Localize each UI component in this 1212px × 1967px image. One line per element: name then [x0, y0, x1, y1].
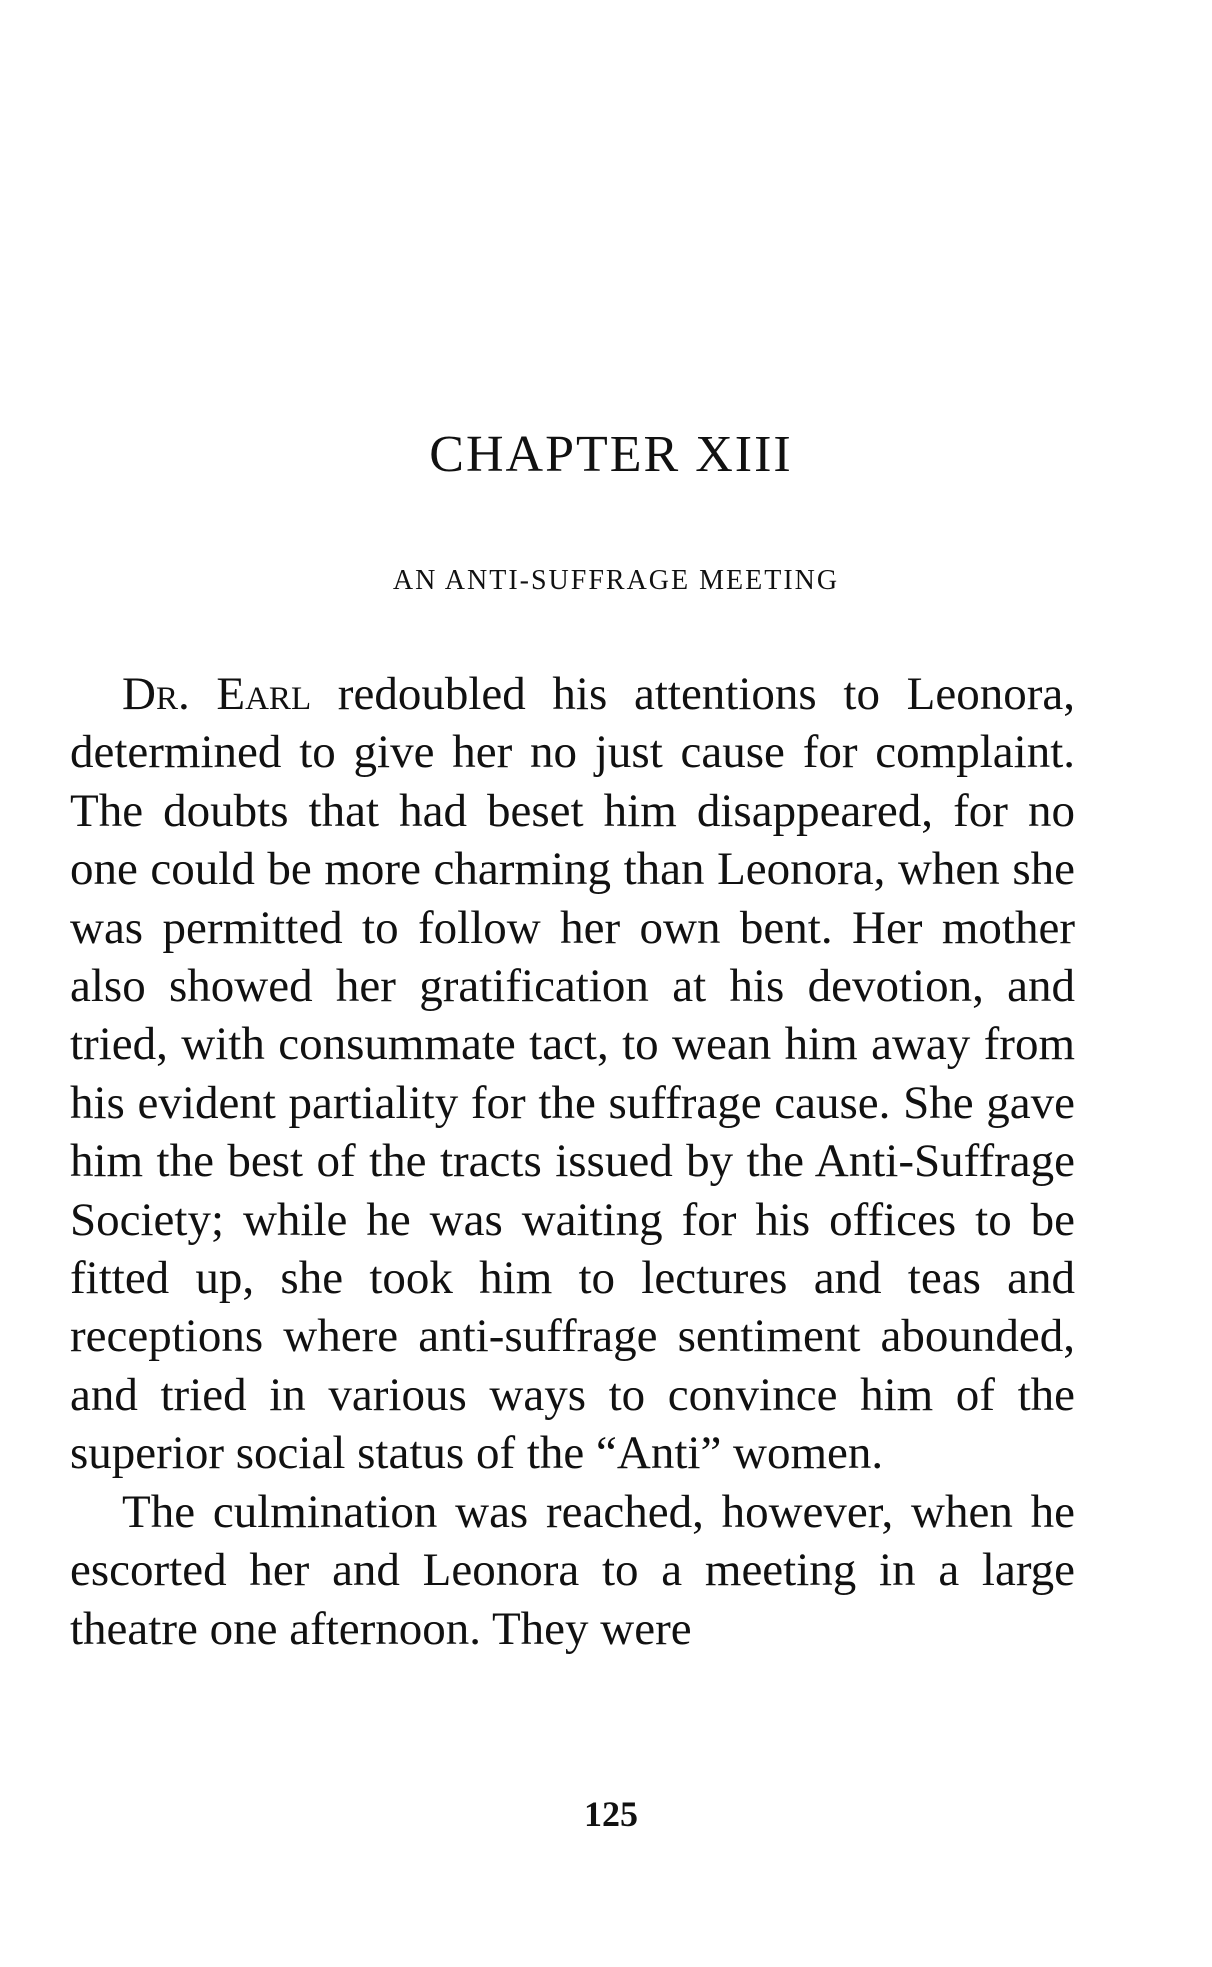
body-text	[70, 665, 1075, 1658]
page-number: 125	[584, 1794, 638, 1834]
paragraph-1	[70, 665, 1075, 1483]
chapter-subtitle: AN ANTI-SUFFRAGE MEETING	[392, 565, 840, 596]
paragraph-1-text: redoubled his attentions to Leonora, determined to give her no just cause for complaint. The doubts that had beset him disappeared, for no one could be more charming than Leonora, when she was permitted to follow her own bent. Her mother also showed her gratification at his devotion, and tried, with consummate tact, to wean him away from his evident partiality for the suffrage cause. She gave him the best of the tracts issued by the Anti-Suffrage Society; while he was waiting for his offices to be fitted up, she took him to lectures and teas and receptions where anti-suffrage sentiment abounded, and tried in various ways to convince him of the superior social status of the “Anti” women.	[70, 668, 1075, 1480]
chapter-title: CHAPTER XIII	[429, 426, 793, 483]
paragraph-2: The culmination was reached, however, when he escorted her and Leonora to a meeting in a large theatre one afternoon. They were	[70, 1485, 1075, 1655]
paragraph-lead-name: Dr. Earl	[122, 668, 312, 720]
